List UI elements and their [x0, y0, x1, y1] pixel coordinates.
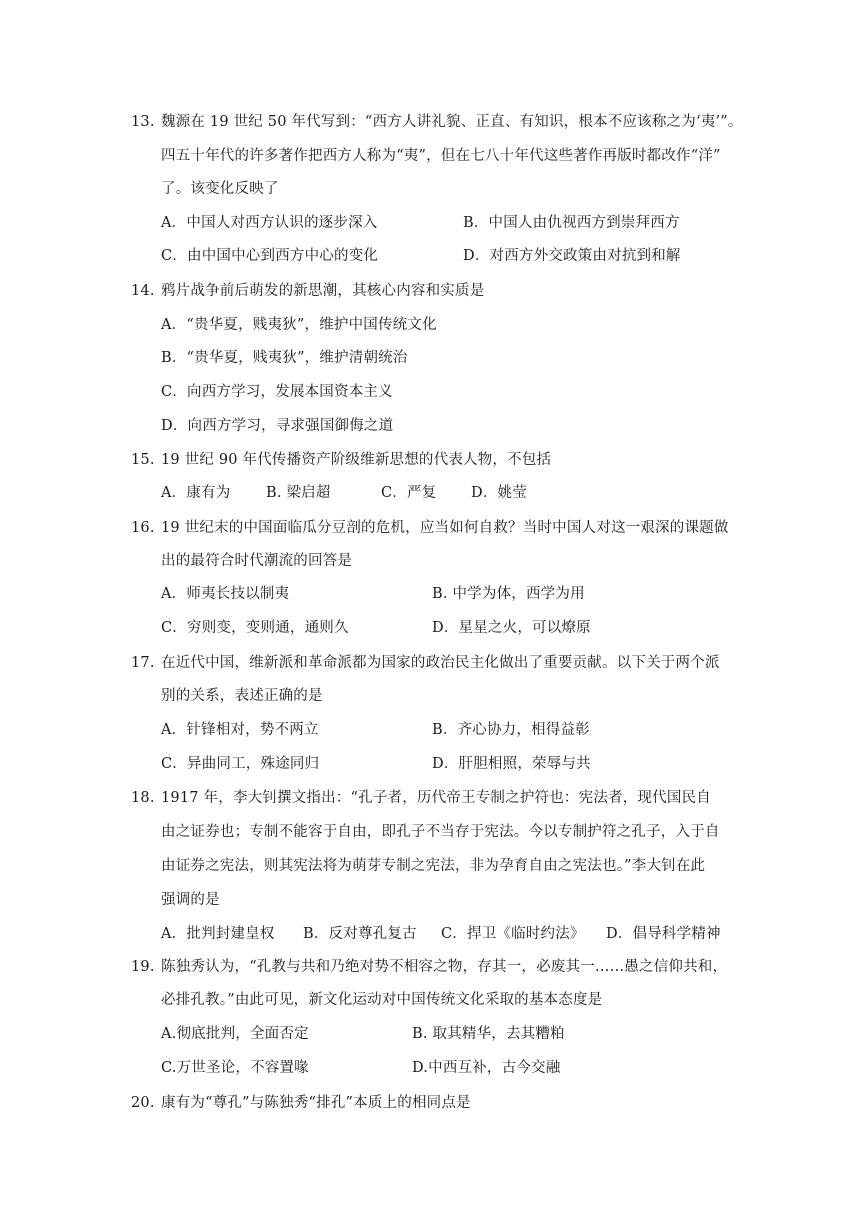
option-a: A.彻底批判，全面否定: [161, 1026, 309, 1042]
question-number: 14.: [131, 283, 155, 299]
question-stem: 别的关系，表述正确的是: [161, 688, 323, 704]
option-a: A．“贵华夏，贱夷狄”，维护中国传统文化: [161, 317, 437, 333]
option-c: C．穷则变，变则通，通则久: [161, 620, 349, 636]
option-a: A．针锋相对，势不两立: [161, 722, 319, 738]
question-number: 20.: [131, 1095, 155, 1111]
option-b: B．齐心协力，相得益彰: [432, 722, 590, 738]
option-c: C．由中国中心到西方中心的变化: [161, 248, 379, 264]
option-b: B．“贵华夏，贱夷狄”，维护清朝统治: [161, 350, 408, 366]
option-b: B. 取其精华，去其糟粕: [412, 1026, 565, 1042]
option-c: C．异曲同工，殊途同归: [161, 756, 320, 772]
option-b: B．反对尊孔复古: [303, 926, 417, 942]
question-stem: 由证券之宪法，则其宪法将为萌芽专制之宪法，非为孕育自由之宪法也。”李大钊在此: [161, 858, 706, 874]
question-stem: 19 世纪 90 年代传播资产阶级维新思想的代表人物，不包括: [161, 452, 552, 468]
question-stem: 魏源在 19 世纪 50 年代写到：“西方人讲礼貌、正直、有知识，根本不应该称之为‘夷’”。: [161, 114, 743, 130]
question-stem: 了。该变化反映了: [161, 181, 279, 197]
question-number: 19.: [131, 959, 155, 975]
option-d: D．向西方学习，寻求强国御侮之道: [161, 418, 394, 434]
question-number: 18.: [131, 790, 155, 806]
option-a: A．中国人对西方认识的逐步深入: [161, 215, 378, 231]
option-d: D．对西方外交政策由对抗到和解: [463, 248, 681, 264]
question-stem: 出的最符合时代潮流的回答是: [161, 553, 353, 569]
option-c: C．向西方学习，发展本国资本主义: [161, 384, 393, 400]
option-d: D．星星之火，可以燎原: [432, 620, 591, 636]
question-number: 13.: [131, 114, 155, 130]
option-a: A．师夷长技以制夷: [161, 586, 290, 602]
question-stem: 19 世纪末的中国面临瓜分豆剖的危机，应当如何自救？当时中国人对这一艰深的课题做: [161, 520, 729, 536]
option-c: C．严复: [381, 485, 437, 501]
option-c: C．捍卫《临时约法》: [441, 926, 585, 942]
option-d: D.中西互补，古今交融: [412, 1060, 561, 1076]
question-stem: 强调的是: [161, 892, 220, 908]
question-stem: 必排孔教。”由此可见，新文化运动对中国传统文化采取的基本态度是: [161, 992, 603, 1008]
option-b: B. 梁启超: [266, 485, 331, 501]
question-number: 17.: [131, 655, 155, 671]
option-b: B. 中学为体，西学为用: [432, 586, 585, 602]
option-d: D．姚莹: [471, 485, 527, 501]
option-a: A．批判封建皇权: [161, 926, 275, 942]
option-b: B．中国人由仇视西方到崇拜西方: [463, 215, 680, 231]
question-stem: 在近代中国，维新派和革命派都为国家的政治民主化做出了重要贡献。以下关于两个派: [161, 655, 720, 671]
question-number: 16.: [131, 520, 155, 536]
option-d: D．倡导科学精神: [606, 926, 721, 942]
question-number: 15.: [131, 452, 155, 468]
question-stem: 1917 年，李大钊撰文指出：“孔子者，历代帝王专制之护符也：宪法者，现代国民自: [161, 790, 711, 806]
option-c: C.万世圣论，不容置喙: [161, 1060, 309, 1076]
question-stem: 鸦片战争前后萌发的新思潮，其核心内容和实质是: [161, 283, 485, 299]
option-d: D．肝胆相照，荣辱与共: [432, 756, 591, 772]
question-stem: 由之证券也；专制不能容于自由，即孔子不当存于宪法。今以专制护符之孔子，入于自: [161, 824, 720, 840]
question-stem: 康有为“尊孔”与陈独秀“排孔”本质上的相同点是: [161, 1095, 471, 1111]
option-a: A．康有为: [161, 485, 231, 501]
question-stem: 四五十年代的许多著作把西方人称为“夷”，但在七八十年代这些著作再版时都改作“洋”: [161, 148, 721, 164]
question-stem: 陈独秀认为，“孔教与共和乃绝对势不相容之物，存其一，必废其一……愚之信仰共和，: [161, 959, 728, 975]
